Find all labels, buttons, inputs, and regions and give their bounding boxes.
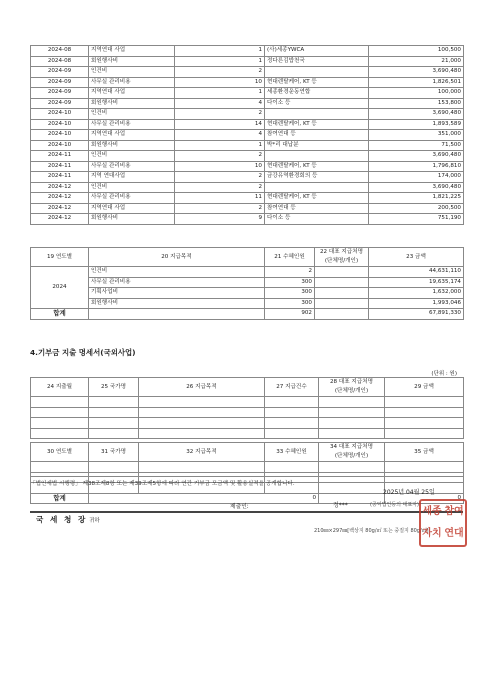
row-amount: 71,500 bbox=[369, 140, 464, 151]
row-purpose: 지역연대 사업 bbox=[89, 130, 175, 141]
summary-recipient bbox=[315, 277, 369, 288]
empty-cell bbox=[89, 309, 265, 320]
row-amount: 3,690,480 bbox=[369, 182, 464, 193]
summary-recipient bbox=[315, 267, 369, 278]
overseas-header-row-2 bbox=[31, 443, 464, 462]
header-purpose: 26 지급목적 bbox=[139, 378, 265, 397]
header-recipient: 22 대표 지급처명 (단체명/개인) bbox=[315, 248, 369, 267]
table-row bbox=[31, 46, 464, 57]
row-purpose: 회원행사비 bbox=[89, 214, 175, 225]
row-amount: 1,821,225 bbox=[369, 193, 464, 204]
row-month: 2024-12 bbox=[31, 182, 89, 193]
summary-total-count: 902 bbox=[265, 309, 315, 320]
overseas-header-row-1 bbox=[31, 378, 464, 397]
header-amount: 23 금액 bbox=[369, 248, 464, 267]
row-amount: 1,796,810 bbox=[369, 161, 464, 172]
table-row bbox=[31, 151, 464, 162]
table-row bbox=[31, 77, 464, 88]
summary-count: 300 bbox=[265, 277, 315, 288]
row-purpose: 지역 연대사업 bbox=[89, 172, 175, 183]
expense-detail-table bbox=[30, 45, 464, 225]
row-count: 10 bbox=[175, 161, 265, 172]
row-amount: 100,500 bbox=[369, 46, 464, 57]
row-recipient: (사)세종YWCA bbox=[265, 46, 369, 57]
table-row bbox=[31, 140, 464, 151]
submission-date: 2025년 04월 25일 bbox=[383, 489, 435, 496]
row-amount: 3,690,480 bbox=[369, 67, 464, 78]
row-purpose: 사무실 관리비용 bbox=[89, 161, 175, 172]
addressee: 국 세 청 장 bbox=[36, 515, 88, 524]
row-count: 2 bbox=[175, 67, 265, 78]
row-amount: 351,000 bbox=[369, 130, 464, 141]
table-row bbox=[31, 161, 464, 172]
row-count: 1 bbox=[175, 88, 265, 99]
row-month: 2024-10 bbox=[31, 130, 89, 141]
table-row bbox=[31, 56, 464, 67]
row-purpose: 인건비 bbox=[89, 109, 175, 120]
row-month: 2024-08 bbox=[31, 46, 89, 57]
row-amount: 3,690,480 bbox=[369, 151, 464, 162]
row-month: 2024-10 bbox=[31, 140, 89, 151]
row-month: 2024-08 bbox=[31, 56, 89, 67]
row-recipient: 현대렌탈케어, KT 등 bbox=[265, 193, 369, 204]
header-recipient: 34 대표 지급처명 (단체명/개인) bbox=[319, 443, 385, 462]
seal-char: 참여 bbox=[444, 506, 464, 517]
row-purpose: 인건비 bbox=[89, 182, 175, 193]
row-purpose: 사무실 관리비용 bbox=[89, 119, 175, 130]
row-month: 2024-09 bbox=[31, 88, 89, 99]
row-count: 1 bbox=[175, 46, 265, 57]
table-row bbox=[31, 203, 464, 214]
seal-char: 세종 bbox=[422, 506, 442, 517]
summary-purpose: 인건비 bbox=[89, 267, 265, 278]
row-recipient: 정다른김밥천국 bbox=[265, 56, 369, 67]
row-month: 2024-09 bbox=[31, 67, 89, 78]
header-beneficiaries: 33 수혜인원 bbox=[265, 443, 319, 462]
summary-amount: 1,993,046 bbox=[369, 298, 464, 309]
header-recipient: 28 대표 지급처명 (단체명/개인) bbox=[319, 378, 385, 397]
summary-total-amount: 67,891,330 bbox=[369, 309, 464, 320]
row-amount: 200,500 bbox=[369, 203, 464, 214]
row-purpose: 회원행사비 bbox=[89, 98, 175, 109]
row-purpose: 회원행사비 bbox=[89, 140, 175, 151]
row-recipient: 현대렌탈케어, KT 등 bbox=[265, 77, 369, 88]
header-country: 25 국가명 bbox=[89, 378, 139, 397]
row-recipient: 세종환경운동연합 bbox=[265, 88, 369, 99]
row-purpose: 사무실 관리비용 bbox=[89, 193, 175, 204]
empty-row bbox=[31, 462, 464, 473]
row-recipient: 참여연대 등 bbox=[265, 130, 369, 141]
total-label: 합계 bbox=[31, 493, 89, 504]
summary-row bbox=[31, 277, 464, 288]
row-count: 10 bbox=[175, 77, 265, 88]
row-amount: 174,000 bbox=[369, 172, 464, 183]
unit-label: (단위 : 원) bbox=[431, 371, 457, 377]
row-recipient: 현대렌탈케어, KT 등 bbox=[265, 119, 369, 130]
organization-seal bbox=[419, 499, 467, 547]
row-recipient: 다이소 등 bbox=[265, 98, 369, 109]
table-row bbox=[31, 119, 464, 130]
row-purpose: 인건비 bbox=[89, 151, 175, 162]
table-row bbox=[31, 98, 464, 109]
row-purpose: 지역연대 사업 bbox=[89, 203, 175, 214]
total-amount: 0 bbox=[385, 493, 464, 504]
header-year: 30 연도별 bbox=[31, 443, 89, 462]
table-row bbox=[31, 214, 464, 225]
summary-amount: 19,635,174 bbox=[369, 277, 464, 288]
table-row bbox=[31, 182, 464, 193]
row-count: 4 bbox=[175, 98, 265, 109]
summary-purpose: 사무실 관리비용 bbox=[89, 277, 265, 288]
header-amount: 35 금액 bbox=[385, 443, 464, 462]
row-recipient: 참여연대 등 bbox=[265, 203, 369, 214]
yearly-summary-table bbox=[30, 247, 464, 320]
row-purpose: 회원행사비 bbox=[89, 56, 175, 67]
header-month: 24 지출월 bbox=[31, 378, 89, 397]
paper-spec: 210㎜×297㎜[백상지 80g/㎡ 또는 중질지 80g/㎡] bbox=[314, 528, 429, 534]
empty-cell bbox=[315, 309, 369, 320]
empty-row bbox=[31, 428, 464, 439]
summary-recipient bbox=[315, 288, 369, 299]
row-recipient: 현대렌탈케어, KT 등 bbox=[265, 161, 369, 172]
row-month: 2024-10 bbox=[31, 119, 89, 130]
row-count: 1 bbox=[175, 56, 265, 67]
empty-row bbox=[31, 397, 464, 408]
seal-char: 연대 bbox=[444, 528, 464, 539]
summary-count: 300 bbox=[265, 298, 315, 309]
header-purpose: 20 지급목적 bbox=[89, 248, 265, 267]
row-month: 2024-11 bbox=[31, 161, 89, 172]
header-amount: 29 금액 bbox=[385, 378, 464, 397]
row-recipient: 다이소 등 bbox=[265, 214, 369, 225]
row-amount: 751,190 bbox=[369, 214, 464, 225]
legal-notice: 「법인세법 시행령」 제38조제8항 또는 제39조제5항에 따라 연간 기부금 모금액 및 활용실적을 공개합니다. bbox=[30, 476, 463, 487]
summary-total-row bbox=[31, 309, 464, 320]
row-count: 14 bbox=[175, 119, 265, 130]
row-count: 2 bbox=[175, 109, 265, 120]
row-amount: 100,000 bbox=[369, 88, 464, 99]
row-month: 2024-12 bbox=[31, 203, 89, 214]
summary-recipient bbox=[315, 298, 369, 309]
row-month: 2024-11 bbox=[31, 172, 89, 183]
summary-purpose: 회원행사비 bbox=[89, 298, 265, 309]
summary-row bbox=[31, 267, 464, 278]
honorific: 귀하 bbox=[89, 518, 100, 524]
summary-purpose: 기획사업비 bbox=[89, 288, 265, 299]
row-month: 2024-09 bbox=[31, 98, 89, 109]
submitter-name: 정*** bbox=[333, 502, 348, 509]
empty-row bbox=[31, 407, 464, 418]
row-count: 9 bbox=[175, 214, 265, 225]
summary-header-row bbox=[31, 248, 464, 267]
seal-char: 자치 bbox=[422, 528, 442, 539]
row-purpose: 지역연대 사업 bbox=[89, 46, 175, 57]
row-purpose: 사무실 관리비용 bbox=[89, 77, 175, 88]
header-purpose: 32 지급목적 bbox=[139, 443, 265, 462]
table-row bbox=[31, 88, 464, 99]
summary-count: 2 bbox=[265, 267, 315, 278]
row-count: 11 bbox=[175, 193, 265, 204]
table-row bbox=[31, 193, 464, 204]
summary-total-label: 합계 bbox=[31, 309, 89, 320]
total-count: 0 bbox=[89, 493, 319, 504]
row-amount: 3,690,480 bbox=[369, 109, 464, 120]
table-row bbox=[31, 172, 464, 183]
summary-amount: 1,632,000 bbox=[369, 288, 464, 299]
row-recipient bbox=[265, 151, 369, 162]
header-beneficiaries: 21 수혜인원 bbox=[265, 248, 315, 267]
table-row bbox=[31, 130, 464, 141]
row-count: 2 bbox=[175, 203, 265, 214]
header-count: 27 지급건수 bbox=[265, 378, 319, 397]
summary-count: 300 bbox=[265, 288, 315, 299]
row-recipient: 금강유역환경회의 등 bbox=[265, 172, 369, 183]
row-month: 2024-12 bbox=[31, 214, 89, 225]
summary-amount: 44,631,110 bbox=[369, 267, 464, 278]
row-amount: 21,000 bbox=[369, 56, 464, 67]
row-recipient bbox=[265, 67, 369, 78]
row-month: 2024-10 bbox=[31, 109, 89, 120]
row-purpose: 인건비 bbox=[89, 67, 175, 78]
row-recipient bbox=[265, 182, 369, 193]
row-month: 2024-11 bbox=[31, 151, 89, 162]
row-count: 4 bbox=[175, 130, 265, 141]
row-amount: 1,826,501 bbox=[369, 77, 464, 88]
summary-row bbox=[31, 288, 464, 299]
row-count: 1 bbox=[175, 140, 265, 151]
summary-year: 2024 bbox=[31, 267, 89, 309]
table-row bbox=[31, 67, 464, 78]
header-country: 31 국가명 bbox=[89, 443, 139, 462]
row-amount: 1,893,589 bbox=[369, 119, 464, 130]
row-count: 2 bbox=[175, 151, 265, 162]
summary-row bbox=[31, 298, 464, 309]
row-count: 2 bbox=[175, 182, 265, 193]
header-year: 19 연도별 bbox=[31, 248, 89, 267]
row-month: 2024-12 bbox=[31, 193, 89, 204]
row-recipient: 박*리 대납분 bbox=[265, 140, 369, 151]
row-recipient bbox=[265, 109, 369, 120]
empty-row bbox=[31, 418, 464, 429]
row-month: 2024-09 bbox=[31, 77, 89, 88]
table-row bbox=[31, 109, 464, 120]
submitter-label: 제출인: bbox=[230, 504, 249, 510]
submitter-note: (공익법인등의 대표자) bbox=[370, 502, 419, 508]
row-purpose: 지역연대 사업 bbox=[89, 88, 175, 99]
section-title: 4.기부금 지출 명세서(국외사업) bbox=[30, 348, 136, 357]
row-amount: 153,800 bbox=[369, 98, 464, 109]
divider bbox=[30, 511, 463, 513]
row-count: 2 bbox=[175, 172, 265, 183]
